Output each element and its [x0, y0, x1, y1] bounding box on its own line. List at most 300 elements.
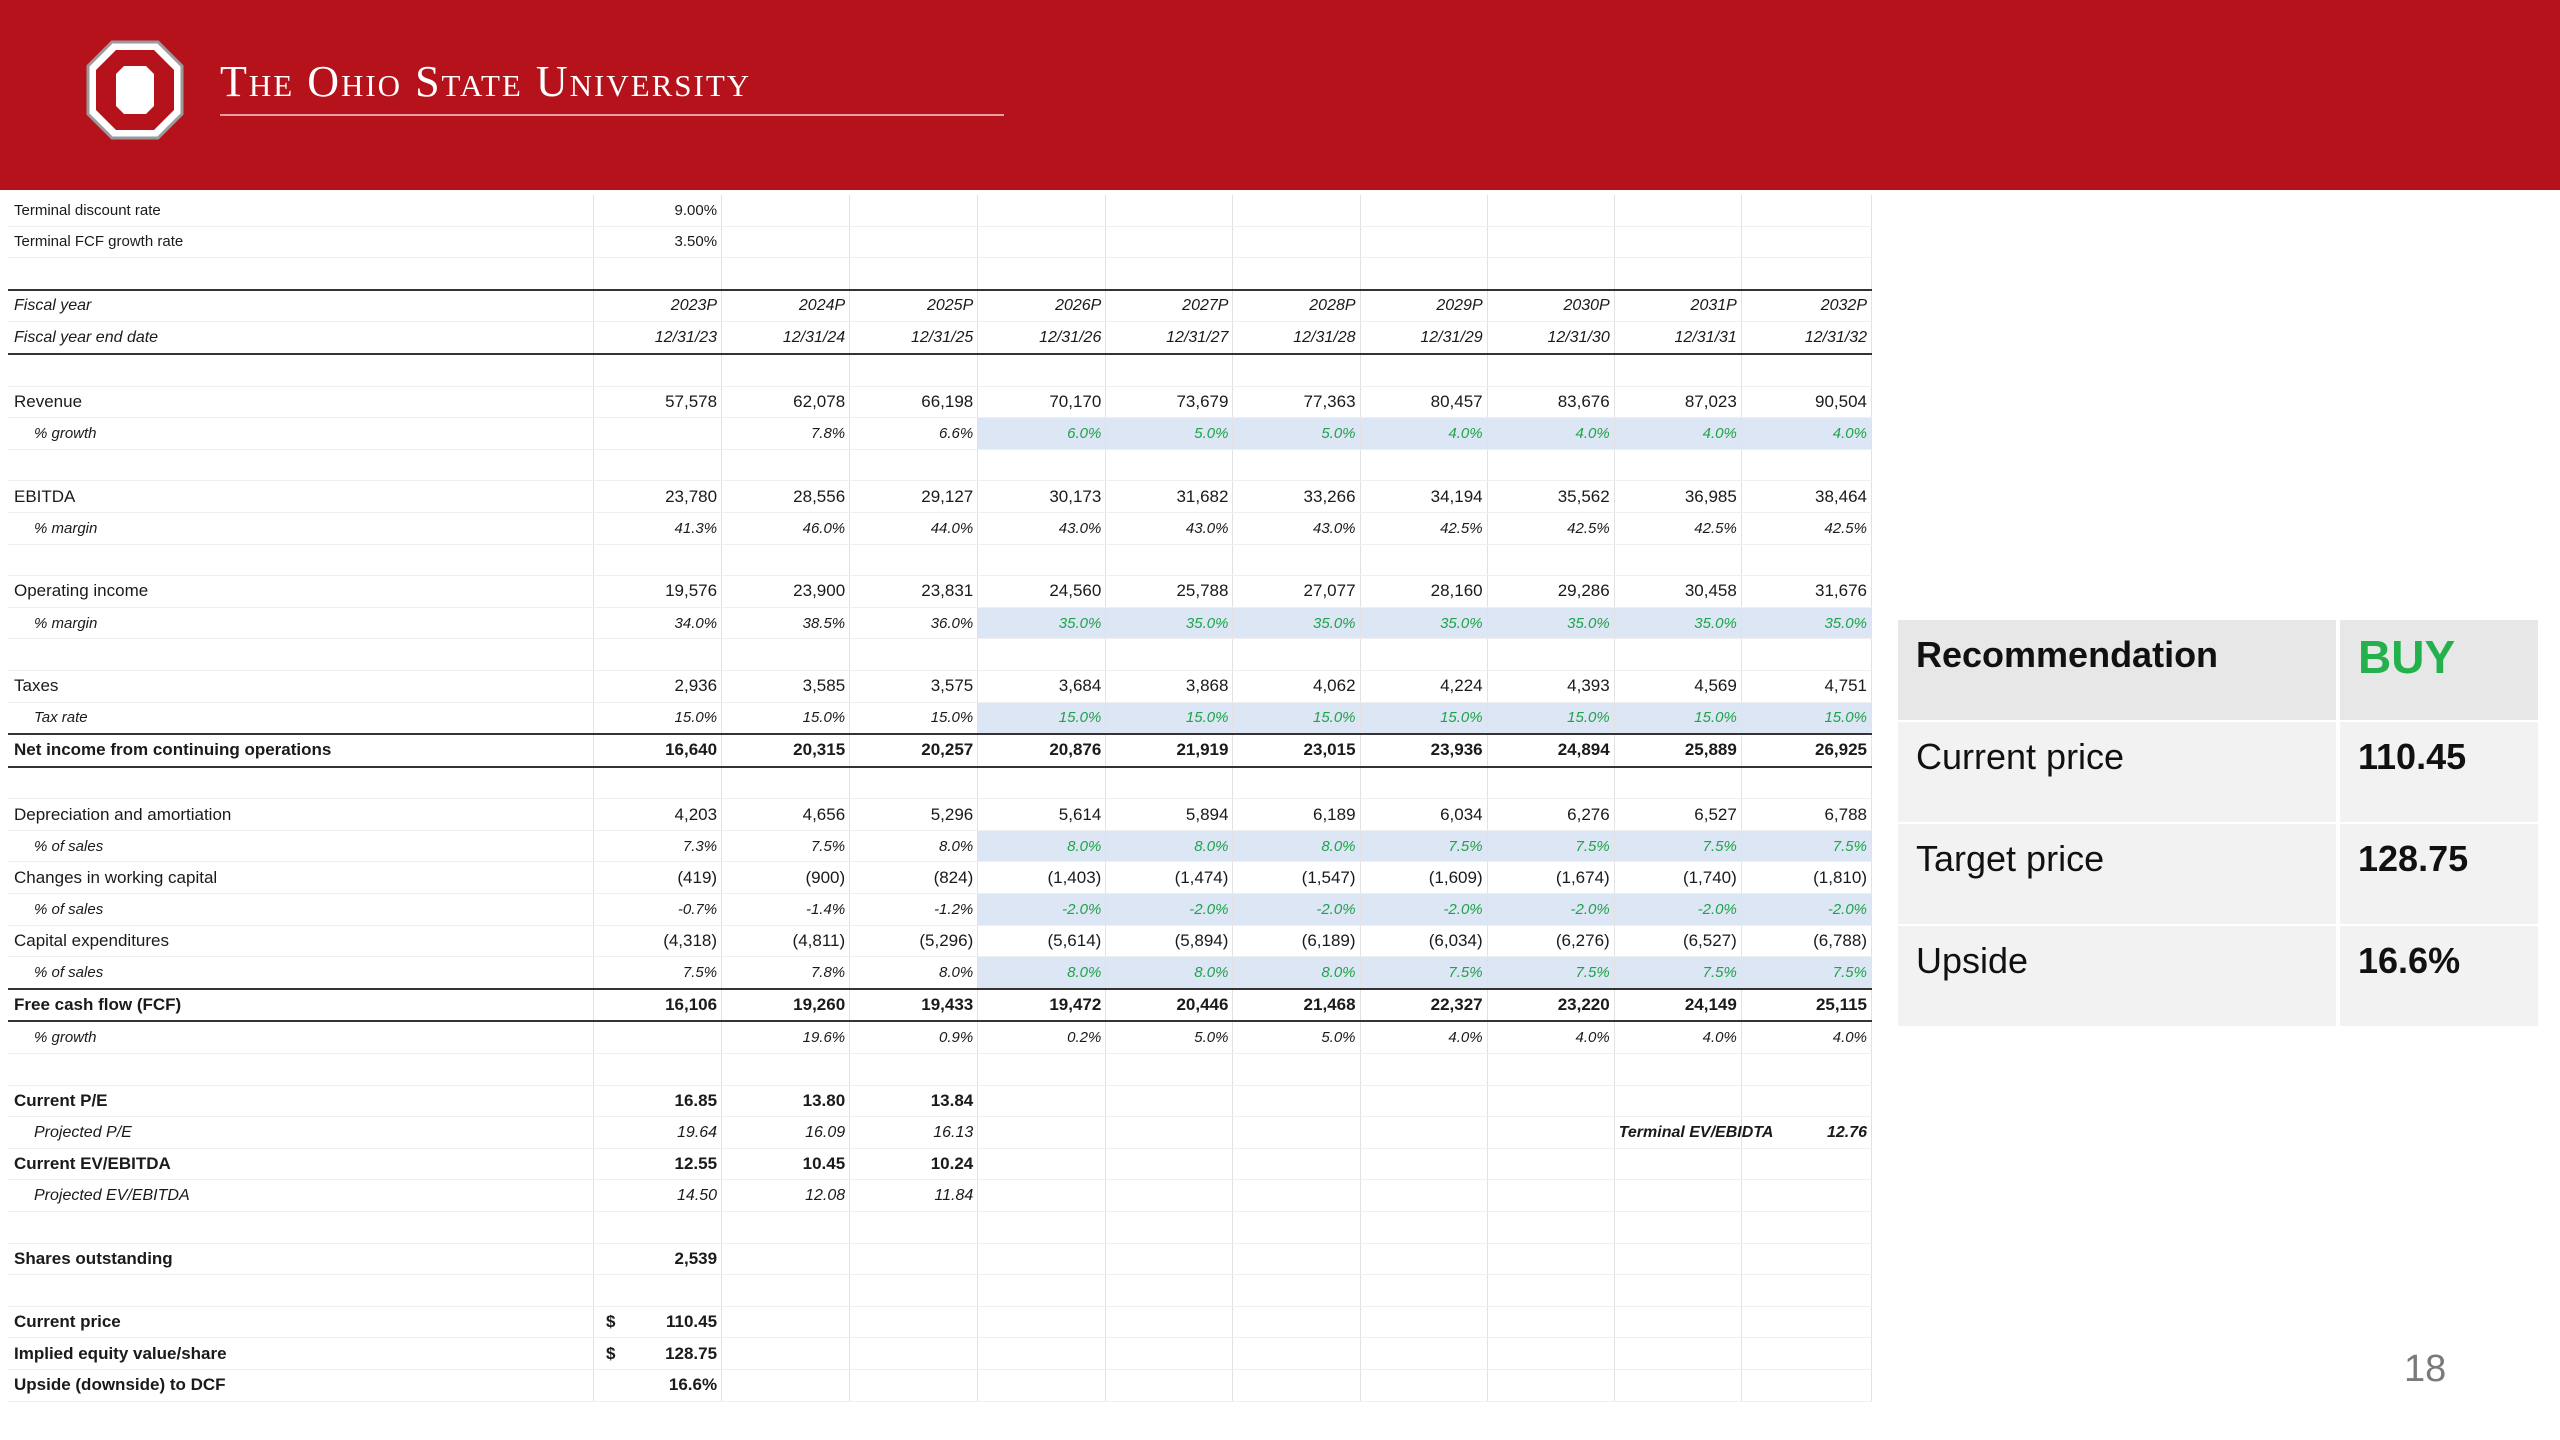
value-cell: 15.0%: [978, 702, 1106, 734]
row-label: Current EV/EBITDA: [8, 1148, 593, 1180]
empty-cell: [978, 226, 1106, 258]
value-cell: 6,276: [1487, 799, 1614, 831]
empty-cell: [8, 1054, 593, 1086]
empty-cell: [722, 639, 850, 671]
value-cell: (6,788): [1741, 925, 1871, 957]
value-cell: 29,286: [1487, 576, 1614, 608]
value-cell: 12/31/23: [593, 322, 721, 354]
value-cell: 23,831: [850, 576, 978, 608]
value-cell: 23,900: [722, 576, 850, 608]
upside-row: [1898, 926, 2538, 1026]
upside-row: [8, 1369, 1872, 1401]
empty-cell: [978, 1338, 1106, 1370]
empty-cell: [850, 544, 978, 576]
empty-cell: [1741, 1212, 1871, 1244]
empty-cell: [1741, 258, 1871, 290]
value-cell: -2.0%: [978, 894, 1106, 926]
row-label: Current P/E: [8, 1085, 593, 1117]
value-cell: 15.0%: [1487, 702, 1614, 734]
empty-cell: [1233, 1275, 1360, 1307]
value-cell: 35.0%: [1614, 607, 1741, 639]
value-cell: 2030P: [1487, 290, 1614, 322]
value-cell: 2029P: [1360, 290, 1487, 322]
row-label: Upside (downside) to DCF: [8, 1369, 593, 1401]
value-cell: 23,220: [1487, 989, 1614, 1022]
value-cell: 23,015: [1233, 734, 1360, 767]
value-cell: 57,578: [593, 386, 721, 418]
empty-cell: [1106, 1212, 1233, 1244]
empty-cell: [1233, 1243, 1360, 1275]
value-cell: 4.0%: [1487, 418, 1614, 450]
value-cell: 34.0%: [593, 607, 721, 639]
value-cell: 15.0%: [1741, 702, 1871, 734]
empty-cell: [1106, 1369, 1233, 1401]
value-cell: 20,446: [1106, 989, 1233, 1022]
row-label: Projected EV/EBITDA: [8, 1180, 593, 1212]
value-cell: 7.5%: [1487, 830, 1614, 862]
value-cell: 30,458: [1614, 576, 1741, 608]
da-row: [8, 799, 1872, 831]
empty-cell: [850, 1275, 978, 1307]
empty-cell: [1233, 1148, 1360, 1180]
empty-cell: [1106, 1148, 1233, 1180]
value-cell: (419): [593, 862, 721, 894]
value-cell: 42.5%: [1360, 512, 1487, 544]
value-cell: 12/31/28: [1233, 322, 1360, 354]
empty-cell: [1614, 1085, 1741, 1117]
empty-cell: [1741, 1054, 1871, 1086]
value-cell: 8.0%: [1106, 957, 1233, 989]
empty-cell: [593, 767, 721, 799]
row-label: Free cash flow (FCF): [8, 989, 593, 1022]
empty-cell: [1487, 1338, 1614, 1370]
value-cell: 12/31/25: [850, 322, 978, 354]
value-cell: 7.5%: [1360, 830, 1487, 862]
empty-cell: [8, 354, 593, 386]
value-cell: 44.0%: [850, 512, 978, 544]
empty-cell: [8, 639, 593, 671]
row-label: EBITDA: [8, 481, 593, 513]
empty-cell: [1741, 449, 1871, 481]
value-cell: 10.24: [850, 1148, 978, 1180]
empty-cell: [1360, 1243, 1487, 1275]
empty-cell: [1360, 258, 1487, 290]
empty-cell: [593, 639, 721, 671]
empty-cell: [1487, 1306, 1614, 1338]
spacer-row: [8, 1212, 1872, 1244]
page-number: 18: [2404, 1348, 2447, 1390]
value-cell: 4.0%: [1614, 1021, 1741, 1053]
value-cell: 12/31/29: [1360, 322, 1487, 354]
empty-cell: [1233, 1306, 1360, 1338]
value-cell: 8.0%: [978, 830, 1106, 862]
value-cell: 6.0%: [978, 418, 1106, 450]
value-cell: 23,780: [593, 481, 721, 513]
row-label: Projected P/E: [8, 1117, 593, 1149]
value-cell: 3,575: [850, 670, 978, 702]
empty-cell: [978, 1243, 1106, 1275]
value-cell: 4,393: [1487, 670, 1614, 702]
empty-cell: [1233, 1085, 1360, 1117]
value-cell: (1,609): [1360, 862, 1487, 894]
value-cell: (1,740): [1614, 862, 1741, 894]
value-cell: -2.0%: [1614, 894, 1741, 926]
value-cell: 4,569: [1614, 670, 1741, 702]
empty-cell: [1360, 226, 1487, 258]
empty-cell: [978, 544, 1106, 576]
empty-cell: [1741, 1275, 1871, 1307]
value-cell: 7.8%: [722, 957, 850, 989]
fiscal-year-end-row: [8, 322, 1872, 354]
value-cell: (1,474): [1106, 862, 1233, 894]
value-cell: 5.0%: [1106, 418, 1233, 450]
empty-cell: [978, 1212, 1106, 1244]
row-label: Current price: [8, 1306, 593, 1338]
value-cell: -2.0%: [1741, 894, 1871, 926]
value-cell: (1,674): [1487, 862, 1614, 894]
value-cell: 7.5%: [722, 830, 850, 862]
value-cell: 3.50%: [593, 226, 721, 258]
value-cell: 12/31/27: [1106, 322, 1233, 354]
value-cell: (1,810): [1741, 862, 1871, 894]
empty-cell: [1360, 1117, 1487, 1149]
empty-cell: [1360, 639, 1487, 671]
row-label: % of sales: [8, 894, 593, 926]
empty-cell: [1614, 767, 1741, 799]
value-cell: -1.2%: [850, 894, 978, 926]
value-cell: 19,433: [850, 989, 978, 1022]
value-cell: 15.0%: [593, 702, 721, 734]
value-cell: 4.0%: [1614, 418, 1741, 450]
empty-cell: [8, 1275, 593, 1307]
row-label: Fiscal year: [8, 290, 593, 322]
fcf-row: [8, 989, 1872, 1022]
empty-cell: [1233, 1212, 1360, 1244]
value-cell: 20,876: [978, 734, 1106, 767]
value-cell: 7.5%: [593, 957, 721, 989]
projected-ev-ebitda-row: [8, 1180, 1872, 1212]
value-cell: (6,189): [1233, 925, 1360, 957]
empty-cell: [593, 258, 721, 290]
row-label: % growth: [8, 418, 593, 450]
value-cell: 42.5%: [1741, 512, 1871, 544]
value-cell: 24,560: [978, 576, 1106, 608]
empty-cell: [593, 449, 721, 481]
value-cell: 19.6%: [722, 1021, 850, 1053]
empty-cell: [722, 767, 850, 799]
empty-cell: [722, 544, 850, 576]
empty-cell: [1233, 1369, 1360, 1401]
empty-cell: [593, 1054, 721, 1086]
empty-cell: [722, 195, 850, 226]
value-cell: 24,894: [1487, 734, 1614, 767]
empty-cell: [1360, 767, 1487, 799]
current-price-row: [1898, 722, 2538, 822]
value-cell: (4,318): [593, 925, 721, 957]
ebitda-row: [8, 481, 1872, 513]
empty-cell: [8, 1212, 593, 1244]
fcf-growth-row: [8, 1021, 1872, 1053]
value-cell: (6,527): [1614, 925, 1741, 957]
value-cell: 16.13: [850, 1117, 978, 1149]
empty-cell: [850, 258, 978, 290]
tax-rate-row: [8, 702, 1872, 734]
value-cell: 16.85: [593, 1085, 721, 1117]
empty-cell: [1487, 1275, 1614, 1307]
value-cell: [593, 1369, 721, 1401]
header-underline: [220, 114, 1004, 116]
spacer-row: [8, 767, 1872, 799]
row-label: Fiscal year end date: [8, 322, 593, 354]
value-cell: 90,504: [1741, 386, 1871, 418]
value-cell: 33,266: [1233, 481, 1360, 513]
value-cell: 12/31/30: [1487, 322, 1614, 354]
empty-cell: [1106, 1180, 1233, 1212]
value-cell: 27,077: [1233, 576, 1360, 608]
empty-cell: [1741, 639, 1871, 671]
empty-cell: [978, 1306, 1106, 1338]
value-cell: 38,464: [1741, 481, 1871, 513]
empty-cell: [1614, 544, 1741, 576]
empty-cell: [1614, 354, 1741, 386]
empty-cell: [1487, 639, 1614, 671]
value-cell: 87,023: [1614, 386, 1741, 418]
value-cell: 14.50: [593, 1180, 721, 1212]
value-cell: 8.0%: [850, 957, 978, 989]
empty-cell: [1106, 1054, 1233, 1086]
empty-cell: [978, 195, 1106, 226]
value-cell: 12.55: [593, 1148, 721, 1180]
current-price-label: Current price: [1898, 722, 2336, 822]
value-cell: 2032P: [1741, 290, 1871, 322]
value-cell: 16,640: [593, 734, 721, 767]
value-text: 128.75: [665, 1343, 718, 1363]
value-cell: 36,985: [1614, 481, 1741, 513]
empty-cell: [1614, 1369, 1741, 1401]
empty-cell: [1614, 1180, 1741, 1212]
empty-cell: [722, 1275, 850, 1307]
empty-cell: [850, 1212, 978, 1244]
row-label: % margin: [8, 607, 593, 639]
spacer-row: [8, 258, 1872, 290]
operating-income-row: [8, 576, 1872, 608]
empty-cell: [1106, 767, 1233, 799]
row-label: % of sales: [8, 957, 593, 989]
value-cell: 25,115: [1741, 989, 1871, 1022]
empty-cell: [1741, 195, 1871, 226]
value-cell: -2.0%: [1233, 894, 1360, 926]
value-cell: 6,189: [1233, 799, 1360, 831]
value-cell: 21,468: [1233, 989, 1360, 1022]
value-cell: 5.0%: [1106, 1021, 1233, 1053]
empty-cell: [8, 449, 593, 481]
empty-cell: [1360, 544, 1487, 576]
empty-cell: [850, 449, 978, 481]
dcf-table: [8, 195, 1872, 1402]
empty-cell: [1106, 226, 1233, 258]
value-cell: 4,203: [593, 799, 721, 831]
target-price-row: [1898, 824, 2538, 924]
target-price-label: Target price: [1898, 824, 2336, 924]
value-cell: 35.0%: [1487, 607, 1614, 639]
empty-cell: [1487, 544, 1614, 576]
recommendation-label: Recommendation: [1898, 620, 2336, 720]
empty-cell: [978, 258, 1106, 290]
current-ev-ebitda-row: [8, 1148, 1872, 1180]
empty-cell: [1360, 449, 1487, 481]
value-cell: 43.0%: [978, 512, 1106, 544]
value-cell: 35.0%: [978, 607, 1106, 639]
taxes-row: [8, 670, 1872, 702]
empty-cell: [1233, 258, 1360, 290]
empty-cell: [850, 1369, 978, 1401]
empty-cell: [1487, 1117, 1614, 1149]
value-cell: 3,684: [978, 670, 1106, 702]
value-cell: 2031P: [1614, 290, 1741, 322]
empty-cell: [1233, 1180, 1360, 1212]
row-label: Tax rate: [8, 702, 593, 734]
empty-cell: [593, 544, 721, 576]
value-cell: 26,925: [1741, 734, 1871, 767]
empty-cell: [978, 354, 1106, 386]
current-price-value: 110.45: [2340, 722, 2538, 822]
empty-cell: [978, 1275, 1106, 1307]
value-cell: 7.5%: [1487, 957, 1614, 989]
row-label: Revenue: [8, 386, 593, 418]
value-cell: -0.7%: [593, 894, 721, 926]
empty-cell: [1741, 767, 1871, 799]
empty-cell: [1233, 195, 1360, 226]
empty-cell: [1614, 1338, 1741, 1370]
value-cell: 8.0%: [978, 957, 1106, 989]
value-cell: 7.5%: [1360, 957, 1487, 989]
value-cell: 5,296: [850, 799, 978, 831]
empty-cell: [722, 354, 850, 386]
spacer-row: [8, 639, 1872, 671]
value-cell: 2024P: [722, 290, 850, 322]
value-cell: 6,034: [1360, 799, 1487, 831]
empty-cell: [1487, 258, 1614, 290]
empty-cell: [1614, 1148, 1741, 1180]
empty-cell: [722, 258, 850, 290]
value-cell: 15.0%: [850, 702, 978, 734]
projected-pe-row: [8, 1117, 1872, 1149]
value-cell: 5.0%: [1233, 1021, 1360, 1053]
value-cell: 7.8%: [722, 418, 850, 450]
dollar-sign: $: [605, 1343, 616, 1363]
value-cell: 2027P: [1106, 290, 1233, 322]
empty-cell: [978, 1085, 1106, 1117]
empty-cell: [1106, 1117, 1233, 1149]
empty-cell: [978, 639, 1106, 671]
empty-cell: [1106, 258, 1233, 290]
value-cell: [593, 1243, 721, 1275]
value-cell: 12.08: [722, 1180, 850, 1212]
recommendation-row: [1898, 620, 2538, 720]
fiscal-year-row: [8, 290, 1872, 322]
value-cell: 42.5%: [1614, 512, 1741, 544]
value-cell: 34,194: [1360, 481, 1487, 513]
value-cell: 24,149: [1614, 989, 1741, 1022]
empty-cell: [1487, 1212, 1614, 1244]
empty-cell: [850, 226, 978, 258]
value-cell: [593, 1021, 721, 1053]
spacer-row: [8, 1275, 1872, 1307]
value-cell: 4,224: [1360, 670, 1487, 702]
value-cell: 35,562: [1487, 481, 1614, 513]
empty-cell: [1614, 1212, 1741, 1244]
empty-cell: [1614, 1054, 1741, 1086]
empty-cell: [1487, 354, 1614, 386]
value-cell: 2,936: [593, 670, 721, 702]
block-o-logo-icon: [84, 38, 186, 142]
value-cell: 29,127: [850, 481, 978, 513]
upside-value: 16.6%: [2340, 926, 2538, 1026]
value-cell: (1,403): [978, 862, 1106, 894]
dollar-sign: $: [605, 1312, 616, 1332]
empty-cell: [1233, 1338, 1360, 1370]
value-cell: 9.00%: [593, 195, 721, 226]
value-cell: (5,614): [978, 925, 1106, 957]
value-cell: 35.0%: [1741, 607, 1871, 639]
row-label: Terminal discount rate: [8, 195, 593, 226]
value-cell: 19,260: [722, 989, 850, 1022]
header-banner: [0, 0, 2560, 190]
row-label: Taxes: [8, 670, 593, 702]
spacer-row: [8, 449, 1872, 481]
empty-cell: [722, 1306, 850, 1338]
empty-cell: [1106, 1338, 1233, 1370]
recommendation-panel: [1898, 620, 2538, 1028]
value-cell: 19.64: [593, 1117, 721, 1149]
empty-cell: [1360, 1212, 1487, 1244]
value-cell: 31,682: [1106, 481, 1233, 513]
value-cell: (5,894): [1106, 925, 1233, 957]
empty-cell: [850, 354, 978, 386]
empty-cell: [850, 1243, 978, 1275]
empty-cell: [1614, 1243, 1741, 1275]
empty-cell: [1741, 1306, 1871, 1338]
value-cell: 21,919: [1106, 734, 1233, 767]
value-cell: 4.0%: [1360, 418, 1487, 450]
spacer-row: [8, 544, 1872, 576]
value-cell: 2028P: [1233, 290, 1360, 322]
empty-cell: [1741, 1243, 1871, 1275]
value-cell: 28,160: [1360, 576, 1487, 608]
value-cell: 12/31/32: [1741, 322, 1871, 354]
input-row: [8, 195, 1872, 226]
value-text: 16.6%: [668, 1375, 718, 1395]
value-cell: 66,198: [850, 386, 978, 418]
value-cell: 4.0%: [1360, 1021, 1487, 1053]
empty-cell: [1487, 767, 1614, 799]
recommendation-value: BUY: [2340, 620, 2538, 720]
empty-cell: [8, 767, 593, 799]
row-label: % margin: [8, 512, 593, 544]
value-cell: 15.0%: [722, 702, 850, 734]
empty-cell: [978, 1180, 1106, 1212]
value-cell: 20,315: [722, 734, 850, 767]
empty-cell: [1106, 195, 1233, 226]
row-label: Implied equity value/share: [8, 1338, 593, 1370]
value-cell: 7.5%: [1741, 830, 1871, 862]
empty-cell: [1106, 1085, 1233, 1117]
value-cell: 41.3%: [593, 512, 721, 544]
value-cell: 5,894: [1106, 799, 1233, 831]
value-cell: 4,751: [1741, 670, 1871, 702]
value-cell: 31,676: [1741, 576, 1871, 608]
value-cell: 2026P: [978, 290, 1106, 322]
